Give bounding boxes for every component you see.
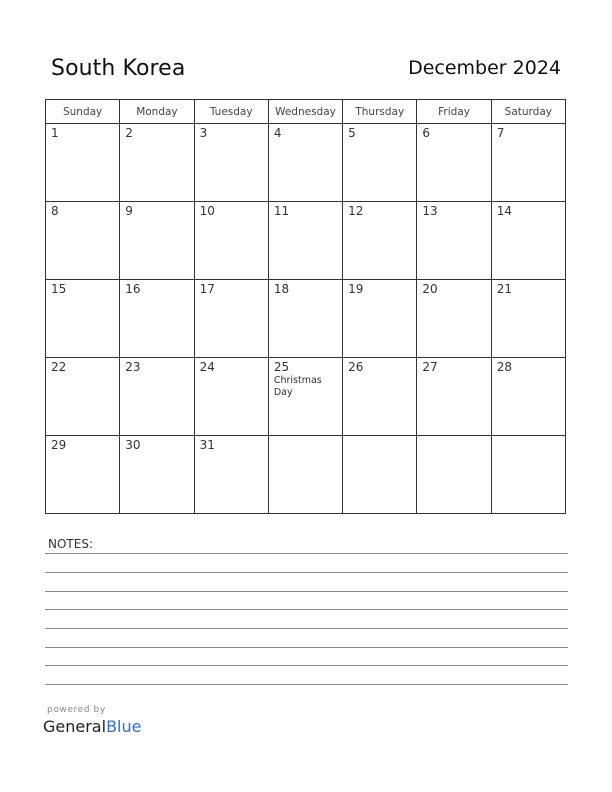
day-cell bbox=[268, 280, 342, 358]
day-cell bbox=[46, 202, 120, 280]
week-row bbox=[46, 202, 566, 280]
day-cell bbox=[491, 280, 565, 358]
day-number: 5 bbox=[348, 126, 356, 140]
notes-line bbox=[45, 591, 568, 592]
day-cell-empty bbox=[491, 436, 565, 514]
day-cell bbox=[194, 124, 268, 202]
weekday-wednesday: Wednesday bbox=[268, 100, 342, 124]
day-cell bbox=[417, 358, 491, 436]
day-cell bbox=[417, 124, 491, 202]
day-number: 27 bbox=[422, 360, 438, 374]
day-cell bbox=[417, 202, 491, 280]
country-title: South Korea bbox=[51, 56, 186, 81]
day-number: 15 bbox=[51, 282, 67, 296]
day-cell bbox=[120, 436, 194, 514]
day-cell bbox=[268, 124, 342, 202]
weekday-sunday: Sunday bbox=[46, 100, 120, 124]
day-number: 22 bbox=[51, 360, 67, 374]
day-number: 26 bbox=[348, 360, 364, 374]
day-number: 11 bbox=[273, 204, 290, 218]
day-cell bbox=[491, 358, 565, 436]
notes-line bbox=[45, 665, 568, 666]
day-cell bbox=[491, 124, 565, 202]
day-cell bbox=[343, 202, 417, 280]
day-number bbox=[269, 436, 342, 438]
day-number: 6 bbox=[422, 126, 431, 140]
day-cell bbox=[120, 280, 194, 358]
notes-line bbox=[45, 609, 568, 610]
day-number: 20 bbox=[422, 282, 438, 296]
weekday-friday: Friday bbox=[417, 100, 491, 124]
day-cell bbox=[194, 358, 268, 436]
notes-line bbox=[45, 628, 568, 629]
day-cell bbox=[194, 436, 268, 514]
calendar-grid bbox=[45, 99, 566, 514]
day-cell bbox=[194, 280, 268, 358]
day-cell bbox=[120, 202, 194, 280]
brand-name-blue: Blue bbox=[106, 717, 142, 736]
day-number: 10 bbox=[199, 204, 215, 218]
day-number: 1 bbox=[51, 126, 59, 140]
day-number: 8 bbox=[51, 204, 59, 218]
week-row bbox=[46, 436, 566, 514]
day-cell-empty bbox=[417, 436, 491, 514]
notes-line bbox=[45, 553, 568, 554]
day-number: 29 bbox=[51, 438, 67, 452]
notes-line bbox=[45, 572, 568, 573]
brand-logo[interactable] bbox=[43, 717, 141, 736]
day-number: 16 bbox=[125, 282, 141, 296]
day-cell-empty bbox=[343, 436, 417, 514]
day-cell bbox=[46, 358, 120, 436]
holiday-label: Christmas Day bbox=[273, 375, 322, 398]
day-number: 2 bbox=[125, 126, 133, 140]
day-number bbox=[343, 436, 416, 438]
day-cell bbox=[194, 202, 268, 280]
day-number: 28 bbox=[496, 360, 512, 374]
day-cell-empty bbox=[268, 436, 342, 514]
day-number: 24 bbox=[199, 360, 215, 374]
day-cell bbox=[46, 280, 120, 358]
day-cell bbox=[46, 124, 120, 202]
day-number: 23 bbox=[125, 360, 141, 374]
day-cell bbox=[343, 358, 417, 436]
day-number: 21 bbox=[496, 282, 512, 296]
day-number: 30 bbox=[125, 438, 141, 452]
day-cell bbox=[268, 202, 342, 280]
day-cell bbox=[46, 436, 120, 514]
day-number: 3 bbox=[199, 126, 208, 140]
day-number bbox=[417, 436, 490, 438]
notes-label: NOTES: bbox=[48, 537, 93, 551]
day-number: 12 bbox=[348, 204, 364, 218]
day-cell bbox=[491, 202, 565, 280]
day-number: 14 bbox=[496, 204, 512, 218]
day-number: 7 bbox=[496, 126, 505, 140]
weekday-thursday: Thursday bbox=[343, 100, 417, 124]
day-number bbox=[492, 436, 565, 438]
weekday-monday: Monday bbox=[120, 100, 194, 124]
brand-name-general: General bbox=[43, 717, 107, 736]
notes-line bbox=[45, 647, 568, 648]
day-cell bbox=[343, 280, 417, 358]
day-cell bbox=[120, 124, 194, 202]
notes-line bbox=[45, 684, 568, 685]
day-number: 9 bbox=[125, 204, 133, 218]
day-cell bbox=[120, 358, 194, 436]
day-number: 17 bbox=[199, 282, 215, 296]
day-number: 31 bbox=[199, 438, 215, 452]
day-cell bbox=[417, 280, 491, 358]
day-number: 19 bbox=[348, 282, 364, 296]
week-row bbox=[46, 280, 566, 358]
month-title: December 2024 bbox=[408, 57, 561, 79]
week-row bbox=[46, 358, 566, 436]
day-number: 13 bbox=[422, 204, 438, 218]
day-cell bbox=[343, 124, 417, 202]
weekday-tuesday: Tuesday bbox=[194, 100, 268, 124]
day-number: 4 bbox=[273, 126, 282, 140]
weekday-header-row bbox=[46, 100, 566, 124]
day-number: 18 bbox=[273, 282, 290, 296]
week-row bbox=[46, 124, 566, 202]
weekday-saturday: Saturday bbox=[491, 100, 565, 124]
day-number: 25 bbox=[273, 360, 290, 374]
day-cell bbox=[268, 358, 342, 436]
powered-by-text: powered by bbox=[47, 705, 106, 715]
